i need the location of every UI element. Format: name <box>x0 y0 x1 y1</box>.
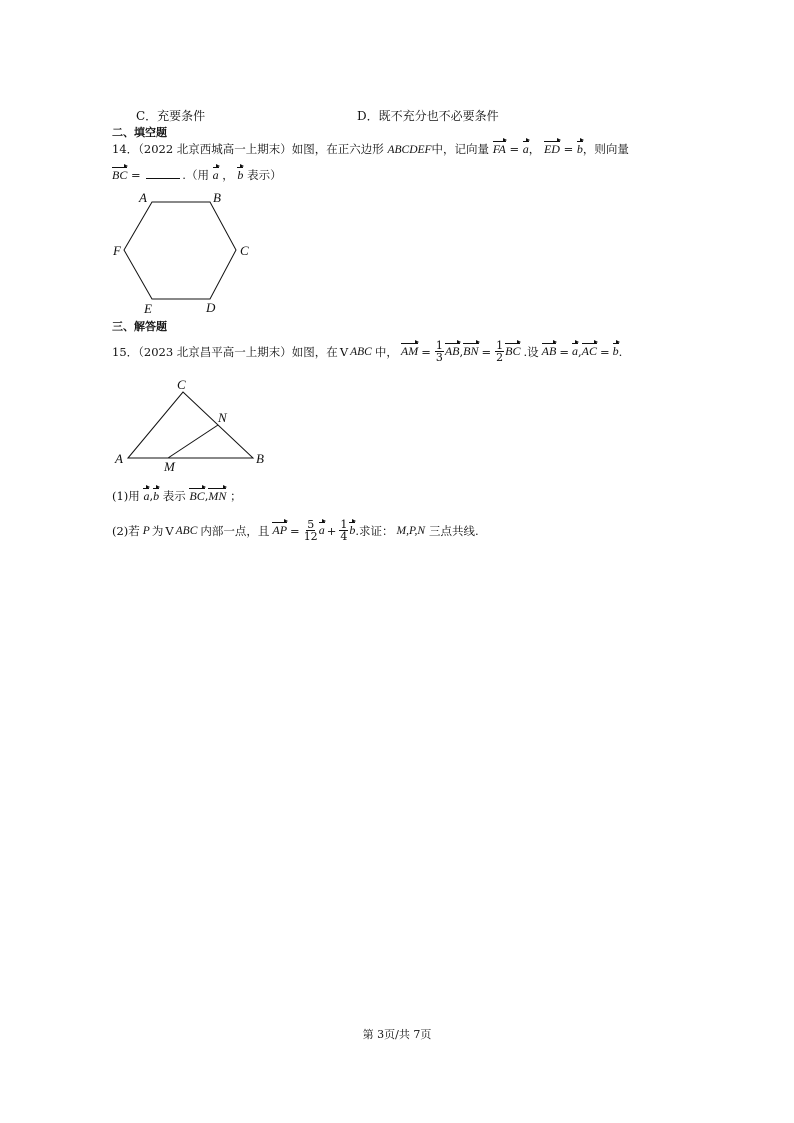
part2-frac-1-4 <box>339 519 348 542</box>
q14-vec-a: a <box>522 142 529 156</box>
part2-prefix: (2)若 <box>112 523 140 538</box>
q14-vec-b2: b <box>237 168 244 182</box>
part2-frac-5-12 <box>304 519 318 542</box>
q15-part1 <box>112 488 242 504</box>
hex-label-a: A <box>139 190 147 205</box>
q14-sep: ， <box>222 168 234 182</box>
q14-suffix-close: 表示） <box>247 168 282 182</box>
q15-eq4: = <box>599 344 610 359</box>
segment-mn <box>168 425 218 458</box>
part2-vec-ap: AP <box>272 523 288 537</box>
part1-mid: 表示 <box>162 489 186 503</box>
section-answer: 三、解答题 <box>112 320 167 333</box>
q14-eq1: = <box>509 142 520 156</box>
frac-num: 1 <box>340 518 348 531</box>
q15-vec-ab: AB <box>444 344 460 358</box>
q14-tail: ，则向量 <box>582 142 629 156</box>
tri-label-b: B <box>256 451 264 466</box>
q15-set: .设 <box>523 344 539 359</box>
q14-vec-bc: BC <box>112 168 128 182</box>
q14-mid: 中，记向量 <box>431 142 490 156</box>
hex-label-d: D <box>206 300 216 315</box>
part2-eq: = <box>290 523 300 538</box>
frac-num: 5 <box>307 518 315 531</box>
q14-eq: = <box>131 168 141 182</box>
q14-shape: ABCDEF <box>387 144 432 156</box>
tri-label-a: A <box>115 451 123 466</box>
q15-tri-symbol: V <box>339 344 349 359</box>
part2-plus: + <box>326 523 337 538</box>
tri-label-c: C <box>177 377 186 392</box>
hex-label-e: E <box>144 301 152 316</box>
frac-den: 3 <box>435 351 443 364</box>
part2-tail: .求证： <box>355 523 394 538</box>
q15-prefix: 15．（2023 北京昌平高一上期末）如图，在 <box>112 344 338 359</box>
part2-vec-a: a <box>318 523 325 537</box>
frac-den: 12 <box>303 530 318 543</box>
triangle-abc <box>128 392 253 458</box>
q15-eq3: = <box>559 344 569 359</box>
section-fill-blank: 二、填空题 <box>112 126 167 139</box>
q14-suffix-open: .（用 <box>182 168 209 182</box>
frac-num: 1 <box>435 339 443 352</box>
hex-label-b: B <box>213 190 221 205</box>
part2-tri-name: ABC <box>175 524 198 537</box>
q14-vec-b: b <box>576 142 583 156</box>
q15-end: . <box>618 344 623 359</box>
part2-mid: 为 <box>151 523 164 538</box>
hex-label-f: F <box>113 243 121 258</box>
q15-vec-b: b <box>612 344 619 358</box>
page-footer: 第 3页/共 7页 <box>362 1028 432 1041</box>
q14-vec-ed: ED <box>543 142 560 156</box>
part1-vec-bc: BC <box>189 489 205 503</box>
q14-vec-a2: a <box>212 168 219 182</box>
part1-vec-a: a <box>143 489 150 503</box>
part2-in: 内部一点，且 <box>200 523 270 538</box>
q15-tri-name: ABC <box>350 345 372 358</box>
q14-prefix: 14．（2022 北京西城高一上期末）如图，在正六边形 <box>112 142 384 156</box>
q15-comma2: , <box>577 344 582 359</box>
tri-label-m: M <box>164 459 175 474</box>
q15-vec-am: AM <box>400 344 419 358</box>
part2-points: M,P,N <box>396 524 426 537</box>
q15-mid: 中， <box>374 344 398 359</box>
q14-vec-fa: FA <box>492 142 506 156</box>
q15-vec-ab2: AB <box>541 344 557 358</box>
part2-vec-b: b <box>349 523 356 537</box>
q15-vec-bn: BN <box>463 344 479 358</box>
frac-den: 2 <box>496 351 504 364</box>
hex-label-c: C <box>240 243 249 258</box>
part1-vec-mn: MN <box>208 489 227 503</box>
option-c: C．充要条件 <box>136 109 206 123</box>
tri-label-n: N <box>218 410 227 425</box>
part1-vec-b: b <box>153 489 160 503</box>
part1-end: ； <box>230 489 242 503</box>
option-d: D．既不充分也不必要条件 <box>357 109 499 123</box>
part1-prefix: (1)用 <box>112 489 140 503</box>
frac-num: 1 <box>496 339 504 352</box>
part1-comma2: , <box>204 489 209 503</box>
part1-comma: , <box>149 489 154 503</box>
frac-den: 4 <box>340 530 348 543</box>
q15-eq1: = <box>421 344 431 359</box>
q15-part2 <box>112 519 479 542</box>
part2-end: 三点共线. <box>429 523 479 538</box>
q14-comma: ， <box>528 142 541 156</box>
q15-vec-bc: BC <box>505 344 521 358</box>
q15-comma: , <box>459 344 464 359</box>
part2-p: P <box>142 524 150 537</box>
q15-vec-a: a <box>571 344 578 358</box>
part2-tri-symbol: V <box>165 523 174 538</box>
q14-eq2: = <box>563 142 574 156</box>
q15-eq2: = <box>481 344 492 359</box>
q15-vec-ac: AC <box>581 344 597 358</box>
